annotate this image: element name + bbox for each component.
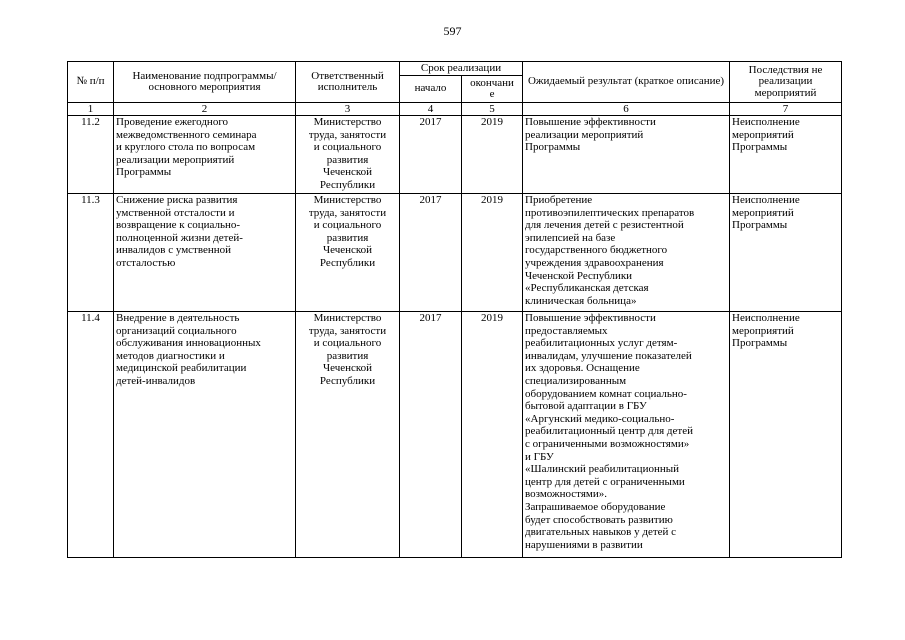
column-number: 2 xyxy=(114,103,296,116)
row-name: Проведение ежегодного межведомственного семинара и круглого стола по вопросам реализации мероприятий Программы xyxy=(114,116,296,194)
column-number: 3 xyxy=(296,103,400,116)
table-row xyxy=(68,194,842,312)
column-number: 6 xyxy=(523,103,730,116)
header-num: № п/п xyxy=(68,62,114,103)
row-result: Повышение эффективности реализации мероприятий Программы xyxy=(523,116,730,194)
header-responsible: Ответственный исполнитель xyxy=(296,62,400,103)
row-responsible: Министерство труда, занятости и социального развития Чеченской Республики xyxy=(296,194,400,312)
header-consequences: Последствия не реализации мероприятий xyxy=(730,62,842,103)
column-number: 1 xyxy=(68,103,114,116)
column-number: 5 xyxy=(462,103,523,116)
header-period: Срок реализации xyxy=(400,62,523,76)
row-end: 2019 xyxy=(462,116,523,194)
row-result: Повышение эффективности предоставляемых реабилитационных услуг детям- инвалидам, улучшение показателей их здоровья. Оснащение специализированным оборудованием комнат социально- бытовой адаптации в ГБУ «Аргунский медико-социально- реабилитационный центр для детей с ограниченными возможностями» и ГБУ «Шалинский реабилитационный центр для детей с ограниченными возможностями». Запрашиваемое оборудование будет способствовать развитию двигательных навыков у детей с нарушениями в развитии xyxy=(523,312,730,558)
column-number: 4 xyxy=(400,103,462,116)
row-num: 11.3 xyxy=(68,194,114,312)
row-name: Внедрение в деятельность организаций социального обслуживания инновационных методов диагностики и медицинской реабилитации детей-инвалидов xyxy=(114,312,296,558)
row-consequences: Неисполнение мероприятий Программы xyxy=(730,312,842,558)
table-row xyxy=(68,116,842,194)
row-end: 2019 xyxy=(462,194,523,312)
header-end: окончани е xyxy=(462,76,523,103)
row-responsible: Министерство труда, занятости и социального развития Чеченской Республики xyxy=(296,312,400,558)
row-consequences: Неисполнение мероприятий Программы xyxy=(730,194,842,312)
row-end: 2019 xyxy=(462,312,523,558)
page-number: 597 xyxy=(443,24,462,38)
row-num: 11.4 xyxy=(68,312,114,558)
row-name: Снижение риска развития умственной отсталости и возвращение к социально- полноценной жизни детей- инвалидов с умственной отсталостью xyxy=(114,194,296,312)
header-name: Наименование подпрограммы/ основного мероприятия xyxy=(114,62,296,103)
row-result: Приобретение противоэпилептических препаратов для лечения детей с резистентной эпилепсией на базе государственного бюджетного учреждения здравоохранения Чеченской Республики «Республиканская детская клиническая больница» xyxy=(523,194,730,312)
row-responsible: Министерство труда, занятости и социального развития Чеченской Республики xyxy=(296,116,400,194)
program-table xyxy=(67,61,842,558)
header-start: начало xyxy=(400,76,462,103)
row-start: 2017 xyxy=(400,312,462,558)
row-start: 2017 xyxy=(400,116,462,194)
row-consequences: Неисполнение мероприятий Программы xyxy=(730,116,842,194)
table-row xyxy=(68,312,842,558)
column-number: 7 xyxy=(730,103,842,116)
table-header xyxy=(68,62,842,116)
row-start: 2017 xyxy=(400,194,462,312)
column-number-row xyxy=(68,103,842,116)
row-num: 11.2 xyxy=(68,116,114,194)
header-result: Ожидаемый результат (краткое описание) xyxy=(523,62,730,103)
